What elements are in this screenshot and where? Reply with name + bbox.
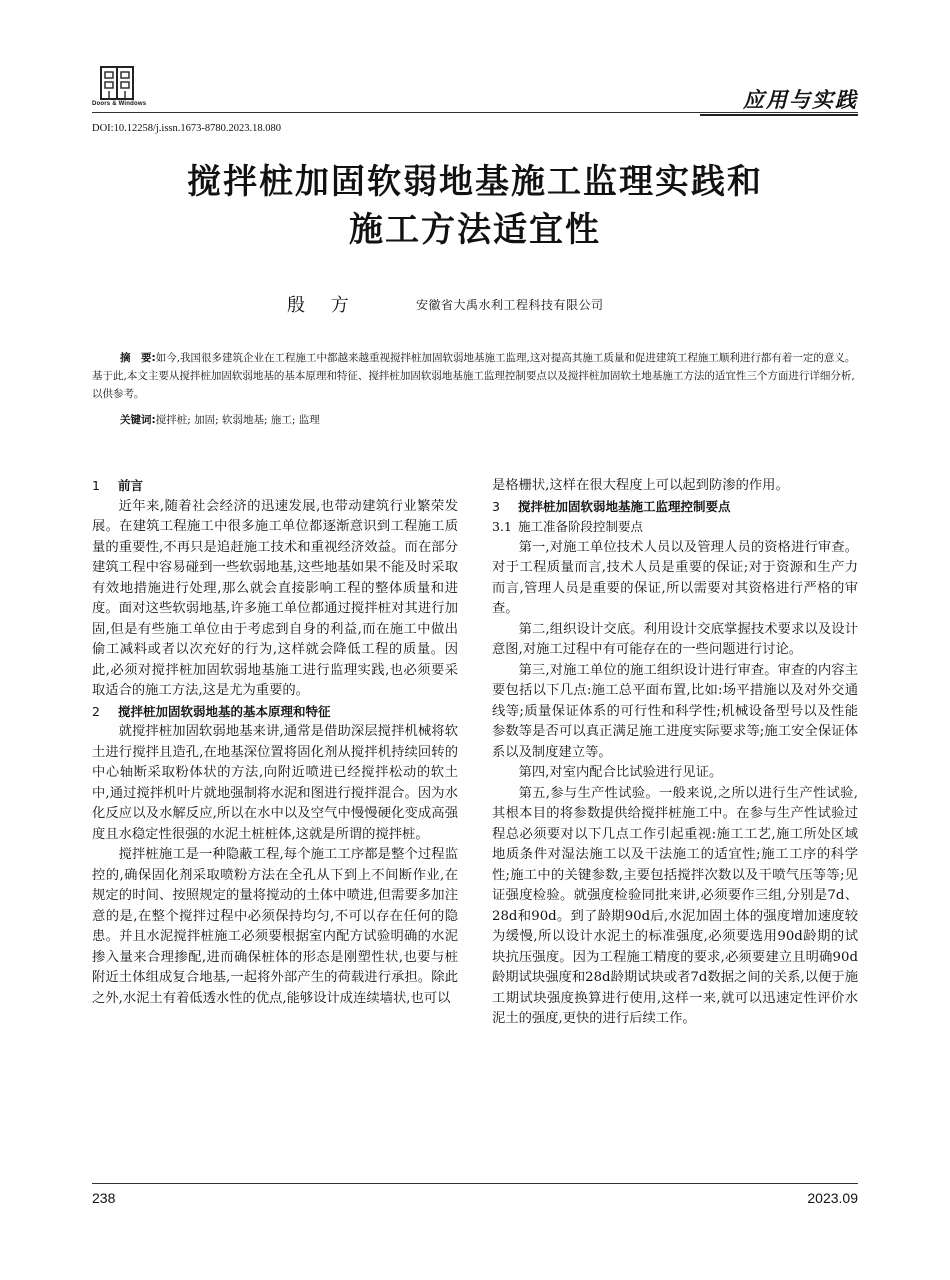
- author-name: 殷 方: [287, 295, 359, 316]
- paragraph: 第一,对施工单位技术人员以及管理人员的资格进行审查。对于工程质量而言,技术人员是重要的保证;对于资源和生产力而言,管理人员是重要的保证,所以需要对其资格进行严格的审查。: [492, 539, 858, 616]
- abstract-label: 摘 要:: [120, 352, 156, 364]
- article-title: [92, 158, 858, 254]
- left-column: [92, 476, 458, 1009]
- paragraph: 第三,对施工单位的施工组织设计进行审查。审查的内容主要包括以下几点:施工总平面布置,比如:场平措施以及对外交通线等;质量保证体系的可行性和科学性;机械设备型号以及性能参数等是否可以真正满足施工进度实际要求等;施工安全保证体系以及制度建立等。: [492, 662, 858, 760]
- paragraph: 近年来,随着社会经济的迅速发展,也带动建筑行业繁荣发展。在建筑工程施工中很多施工单位都逐渐意识到工程施工质量的重要性,不再只是追赶施工技术和重视经济效益。而在部分建筑工程中容易碰到一些软弱地基,这些地基如果不能及时采取有效地措施进行处理,那么就会直接影响工程的整体质量和进度。面对这些软弱地基,许多施工单位都通过搅拌桩对其进行加固,但是有些施工单位由于考虑到自身的利益,而在施工中做出偷工减料或者以次充好的行为,这样就会降低工程的质量。因此,必须对搅拌桩加固软弱地基施工进行监理实践,也必须要采取适合的施工方法,这是尤为重要的。: [92, 498, 458, 698]
- paragraph: 第四,对室内配合比试验进行见证。: [518, 765, 723, 780]
- keywords-text: 搅拌桩; 加固; 软弱地基; 施工; 监理: [155, 414, 320, 426]
- right-column: [492, 476, 858, 1030]
- title-line-1: 搅拌桩加固软弱地基施工监理实践和: [187, 162, 763, 202]
- section-heading-1: 1 前言: [92, 478, 144, 493]
- subsection-heading-3-1: 3.1 施工准备阶段控制要点: [492, 519, 644, 534]
- page-number: 238: [92, 1190, 116, 1206]
- footer-rule: [92, 1183, 858, 1184]
- header-rule: [92, 112, 858, 113]
- door-window-icon: [100, 66, 134, 100]
- issue-date: 2023.09: [807, 1190, 858, 1206]
- doi: DOI:10.12258/j.issn.1673-8780.2023.18.080: [92, 123, 281, 134]
- abstract: [92, 349, 858, 403]
- keywords-label: 关键词:: [120, 414, 156, 426]
- paragraph: 第五,参与生产性试验。一般来说,之所以进行生产性试验,其根本目的将参数提供给搅拌桩施工中。在参与生产性试验过程总必须要对以下几点工作引起重视:施工工艺,施工所处区域地质条件对湿法施工以及干法施工的适宜性;施工工序的科学性;施工中的关键参数,主要包括搅拌次数以及干喷气压等等;见证强度检验。就强度检验同批来讲,必须要作三组,分别是7d、28d和90d。到了龄期90d后,水泥加固土体的强度增加速度较为缓慢,所以设计水泥土的标准强度,必须要选用90d龄期的试块抗压强度。因为工程施工精度的要求,必须要建立且明确90d龄期试块强度和28d龄期试块或者7d数据之间的关系,以便于施工期试块强度换算进行使用,这样一来,就可以迅速定性评价水泥土的强度,更快的进行后续工作。: [492, 785, 858, 1026]
- journal-logo: [92, 66, 168, 107]
- paragraph: 搅拌桩施工是一种隐蔽工程,每个施工工序都是整个过程监控的,确保固化剂采取喷粉方法在全孔从下到上不间断作业,在规定的时间、按照规定的量将搅动的土体中喷进,但需要多加注意的是,在整个搅拌过程中必须保持均匀,不可以存在任何的隐患。并且水泥搅拌桩施工必须要根据室内配方试验明确的水泥掺入量来合理掺配,进而确保桩体的形态是刚塑性状,也要与桩附近土体组成复合地基,一起将外部产生的荷载进行承担。除此之外,水泥土有着低透水性的优点,能够设计成连续墙状,也可以: [92, 847, 458, 1006]
- title-line-2: 施工方法适宜性: [349, 210, 601, 250]
- paragraph: 就搅拌桩加固软弱地基来讲,通常是借助深层搅拌机械将软土进行搅拌且造孔,在地基深位置将固化剂从搅拌机持续回转的中心轴断采取粉体状的方法,向附近喷进已经搅拌松动的软土中,通过搅拌机叶片就地强制将水泥和图进行搅拌混合。因为水化反应以及水解反应,所以在水中以及空气中慢慢硬化变成高强度且水稳定性很强的水泥土桩桩体,这就是所谓的搅拌桩。: [92, 724, 458, 842]
- author-affiliation: 安徽省大禹水利工程科技有限公司: [416, 298, 604, 312]
- section-heading-3: 3 搅拌桩加固软弱地基施工监理控制要点: [492, 498, 731, 514]
- keywords: [120, 411, 858, 429]
- abstract-text: 如今,我国很多建筑企业在工程施工中都越来越重视搅拌桩加固软弱地基施工监理,这对提高其施工质量和促进建筑工程施工顺利进行都有着一定的意义。基于此,本文主要从搅拌桩加固软弱地基的基本原理和特征、搅拌桩加固软弱地基施工监理控制要点以及搅拌桩加固软土地基施工方法的适宜性三个方面进行详细分析,以供参考。: [92, 352, 856, 400]
- header-rule-accent: [700, 114, 858, 116]
- section-tag: 应用与实践: [743, 88, 858, 112]
- paragraph-continued: 是格栅状,这样在很大程度上可以起到防渗的作用。: [492, 478, 789, 493]
- paragraph: 第二,组织设计交底。利用设计交底掌握技术要求以及设计意图,对施工过程中有可能存在的一些问题进行讨论。: [492, 621, 858, 657]
- logo-text: Doors & Windows: [92, 101, 147, 107]
- section-heading-2: 2 搅拌桩加固软弱地基的基本原理和特征: [92, 703, 331, 719]
